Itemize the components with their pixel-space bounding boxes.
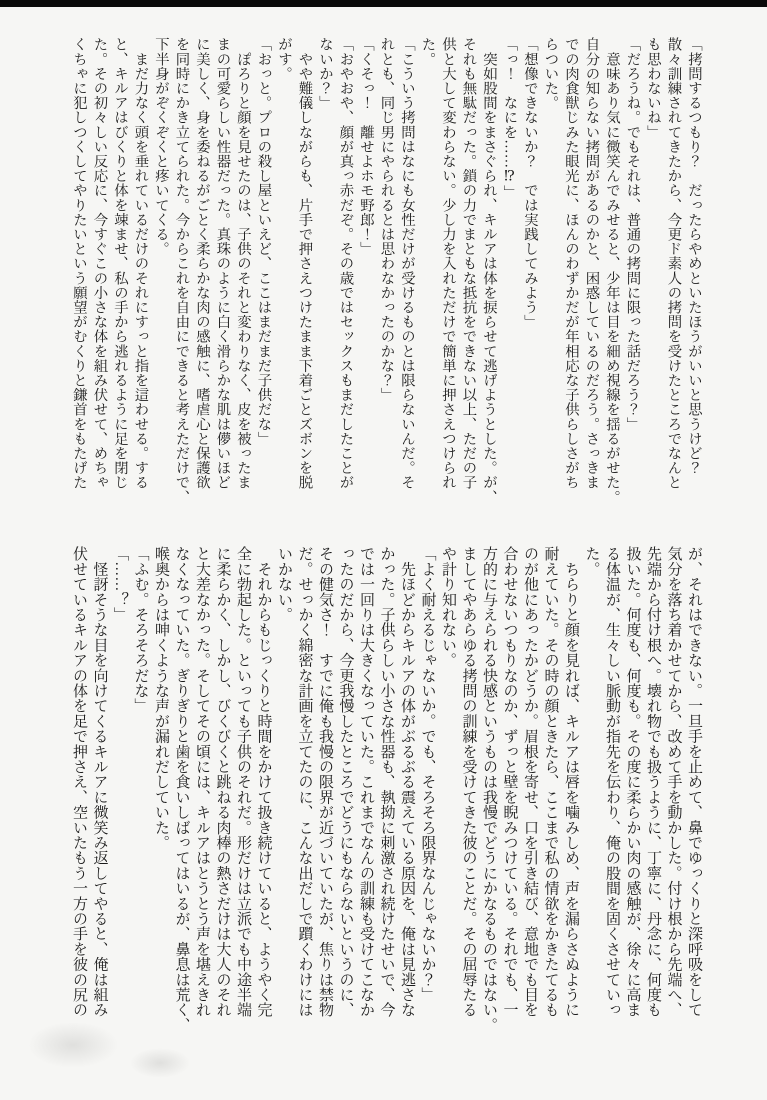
text-line: た。その初々しい反応に、今すぐこの小さな体を組み伏せて、めちゃ (91, 37, 108, 490)
text-line: 「っ！ なにを……⁉」 (501, 37, 518, 200)
text-line: に美しく、身を委ねるがごとく柔らかな肉の感触に、嗜虐心と保護欲 (194, 37, 210, 490)
text-line: 先端から付け根へ。壊れ物でも扱うように、丁寧に、丹念に、何度も (645, 546, 661, 1018)
text-line: 「おっと。プロの殺し屋といえど、ここはまだまだ子供だな」 (255, 37, 272, 446)
text-line: 喉奥からは呻くような声が漏れだしていた。 (153, 546, 169, 850)
text-line: 自分の知らない拷問があるのかと、困惑しているのだろう。さっきま (583, 37, 600, 490)
text-line: では一回りは大きくなっていた。これまでなんの訓練も受けてこなか (358, 546, 374, 1018)
text-block-bottom (69, 546, 705, 1038)
text-line: や計り知れない。 (440, 546, 456, 668)
text-line: だ。せっかく綿密な計画を立てたのに、こんな出だしで躓くわけには (296, 546, 313, 1018)
text-line: 扱いた。何度も、何度も。その度に柔らかい肉の感触が、徐々に高ま (624, 546, 641, 1018)
text-line: 「よく耐えるじゃないか。でも、そろそろ限界なんじゃないか？」 (419, 546, 436, 1002)
scan-edge-bar (0, 0, 767, 7)
text-line: それも無駄だった。鎖の力でまともな抵抗をできない以上、ただの子 (460, 37, 477, 490)
text-line: 意味あり気に微笑んでみせると、少年は目を細め視線を揺るがせた。 (604, 37, 620, 505)
text-line: ぽろりと顔を見せたのは、子供のそれと変わりなく、皮を被ったま (235, 37, 251, 490)
text-line: 先ほどからキルアの体がぶるぶる震えている原因を、俺は見逃さな (399, 546, 415, 1018)
text-line: まの可愛らしい性器だった。真珠のように白く滑らかな肌は儚いほど (214, 37, 231, 490)
text-line: に柔らかく、しかし、びくびくと跳ねる肉棒の熱さだけは大人のそれ (214, 546, 231, 1018)
scan-artifact (130, 1048, 190, 1078)
text-line: 怪訝そうな目を向けてくるキルアに微笑み返してやると、俺は組み (91, 546, 108, 1018)
text-line: その健気さ！ すでに俺も我慢の限界が近づいていたが、焦りは禁物 (317, 546, 333, 1018)
text-line: ましてやあらゆる拷問の訓練を受けてきた彼のことだ。その屈辱たる (460, 546, 477, 1018)
text-line: 「拷問するつもり？ だったらやめといたほうがいいと思うけど？ (686, 37, 702, 475)
text-line: 伏せているキルアの体を足で押さえ、空いたもう一方の手を彼の尻の (71, 546, 87, 1018)
text-line: ちらりと顔を見れば、キルアは唇を噛みしめ、声を漏らさぬように (563, 546, 579, 1018)
text-line: 「おやおや、顔が真っ赤だぞ。その歳ではセックスもまだしたことが (337, 37, 354, 490)
text-line: くちゃに犯しつくしてやりたいという願望がむくりと鎌首をもたげた (71, 37, 87, 490)
text-block-top (69, 37, 705, 509)
text-line: 気分を落ち着かせてから、改めて手を動かした。付け根から先端へ、 (665, 546, 682, 1018)
text-line: を同時にかき立てられた。今からこれを自由にできると考えただけで、 (173, 37, 190, 505)
text-line: と、キルアはびくりと体を竦ませ、私の手から逃れるように足を閉じ (112, 37, 128, 490)
text-line: がす。 (276, 37, 292, 81)
text-line: まだ力なく頭を垂れているだけのそれにすっと指を這わせる。する (132, 37, 149, 490)
text-line: れとも、同じ男にやられるとは思わなかったのかな？」 (378, 37, 395, 402)
text-line: も思わないね」 (645, 37, 661, 140)
text-line: 全に勃起した。といっても子供のそれだ。形だけは立派でも中途半端 (235, 546, 251, 1018)
text-line: 突如股間をまさぐられ、キルアは体を捩らせて逃げようとした。が、 (481, 37, 497, 505)
text-line: なくなっていた。ぎりぎりと歯を食いしばってはいるが、鼻息は荒く、 (173, 546, 190, 1033)
text-line: 「だろうね。でもそれは、普通の拷問に限った話だろう？」 (624, 37, 641, 432)
text-line: ったのだから、今更我慢したところでどうにもならないというのに、 (337, 546, 354, 1018)
text-line: 「くそっ！ 離せよホモ野郎！」 (358, 37, 374, 256)
text-line: が、それはできない。一旦手を止めて、鼻でゆっくりと深呼吸をして (686, 546, 702, 1018)
text-line: 「想像できないか？ では実践してみよう」 (522, 37, 538, 329)
text-line: かった。子供らしい小さな性器も、執拗に刺激され続けたせいで、今 (378, 546, 395, 1018)
text-line: 合わせないつもりなのか、ずっと壁を睨みつけている。それでも、一 (501, 546, 518, 1018)
text-line: らついた。 (542, 37, 559, 110)
text-line: 下半身がぞくぞくと疼いてくる。 (153, 37, 169, 256)
text-line: ないか？」 (317, 37, 333, 110)
text-line: のが他にあったかどうか。眉根を寄せ、口を引き結び、意地でも目を (522, 546, 538, 1018)
scan-artifact (28, 1022, 118, 1068)
text-line: 供と大して変わらない。少し力を入れただけで簡単に押さえつけられ (440, 37, 456, 490)
text-line: た。 (419, 37, 436, 67)
text-line: での肉食獣じみた眼光に、ほんのわずかだが年相応な子供らしさがち (563, 37, 579, 490)
text-line: と大差なかった。そしてその頃には、キルアはとうとう声を堪えきれ (194, 546, 210, 1018)
text-line: た。 (583, 546, 600, 577)
text-line: 方的に与えられる快感というものは我慢でどうにかなるものではない。 (481, 546, 497, 1033)
text-line: 散々訓練されてきたから、今更ド素人の拷問を受けたところでなんと (665, 37, 682, 490)
text-line: いかない。 (276, 546, 292, 622)
text-line: それからもじっくりと時間をかけて扱き続けていると、ようやく完 (255, 546, 272, 1018)
text-line: る体温が、生々しい脈動が指先を伝わり、俺の股間を固くさせていっ (604, 546, 620, 1018)
text-line: 耐えていた。その時の顔ときたら、ここまで私の情欲をかきたてるも (542, 546, 559, 1018)
text-line: 「ふむ。そろそろだな」 (132, 546, 149, 714)
text-line: 「こういう拷問はなにも女性だけが受けるものとは限らないんだ。そ (399, 37, 415, 490)
text-line: 「……？」 (112, 546, 128, 622)
text-line: やや難儀しながらも、片手で押さえつけたまま下着ごとズボンを脱 (296, 37, 313, 490)
